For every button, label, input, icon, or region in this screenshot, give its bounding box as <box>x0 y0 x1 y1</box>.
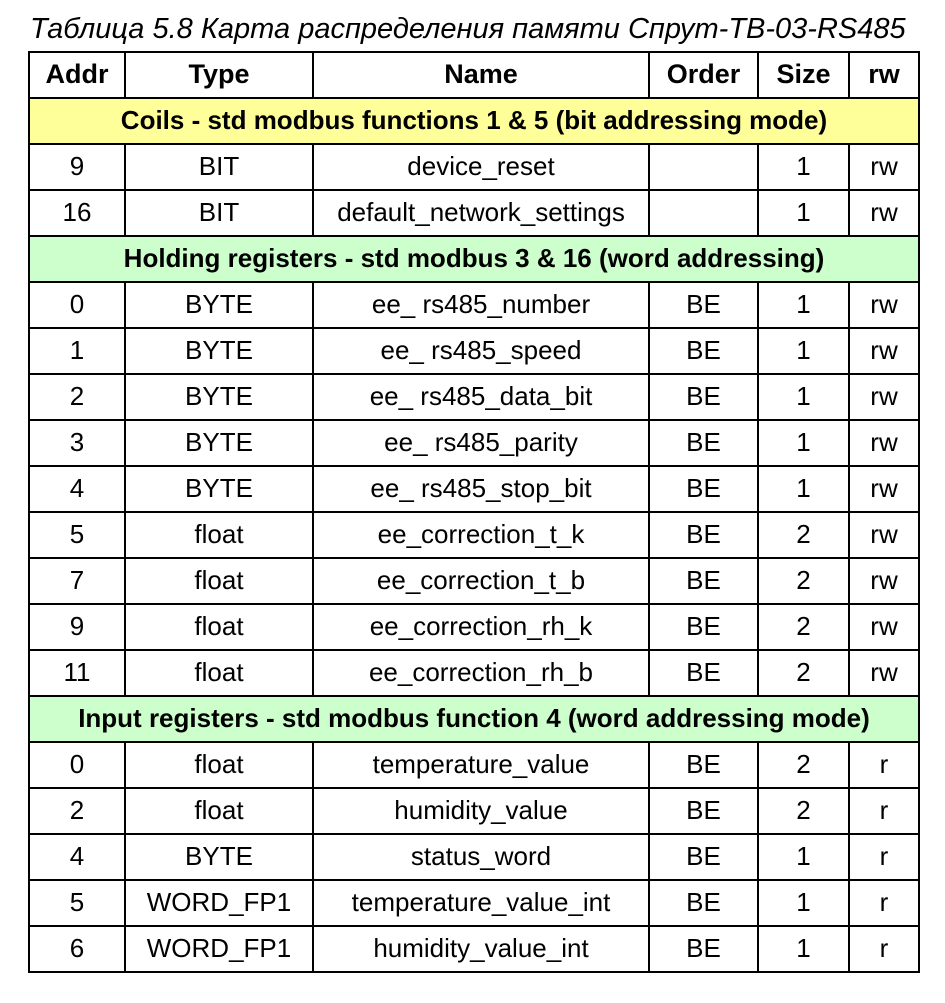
cell-type: BYTE <box>125 466 313 512</box>
cell-addr: 2 <box>29 788 125 834</box>
table-row <box>29 604 919 650</box>
table-row <box>29 420 919 466</box>
cell-type: BYTE <box>125 374 313 420</box>
cell-rw: rw <box>849 466 919 512</box>
section-row <box>29 696 919 742</box>
cell-size: 1 <box>758 834 849 880</box>
cell-rw: rw <box>849 558 919 604</box>
cell-name: humidity_value <box>313 788 649 834</box>
cell-name: ee_correction_t_b <box>313 558 649 604</box>
cell-type: float <box>125 650 313 696</box>
cell-type: float <box>125 558 313 604</box>
table-row <box>29 650 919 696</box>
cell-addr: 9 <box>29 144 125 190</box>
cell-rw: rw <box>849 604 919 650</box>
cell-name: ee_ rs485_parity <box>313 420 649 466</box>
table-row <box>29 558 919 604</box>
cell-rw: rw <box>849 328 919 374</box>
cell-order: BE <box>649 742 758 788</box>
cell-rw: rw <box>849 144 919 190</box>
cell-type: BYTE <box>125 282 313 328</box>
cell-size: 2 <box>758 788 849 834</box>
cell-addr: 5 <box>29 880 125 926</box>
cell-rw: rw <box>849 190 919 236</box>
column-header-type: Type <box>125 52 313 98</box>
cell-type: float <box>125 604 313 650</box>
cell-size: 1 <box>758 926 849 972</box>
column-header-name: Name <box>313 52 649 98</box>
cell-rw: r <box>849 788 919 834</box>
cell-rw: rw <box>849 374 919 420</box>
cell-name: ee_correction_rh_b <box>313 650 649 696</box>
cell-size: 1 <box>758 144 849 190</box>
cell-addr: 7 <box>29 558 125 604</box>
cell-rw: rw <box>849 420 919 466</box>
cell-size: 2 <box>758 650 849 696</box>
cell-addr: 5 <box>29 512 125 558</box>
section-header: Input registers - std modbus function 4 (word addressing mode) <box>29 696 919 742</box>
table-row <box>29 144 919 190</box>
cell-rw: r <box>849 880 919 926</box>
cell-addr: 11 <box>29 650 125 696</box>
table-row <box>29 466 919 512</box>
table-row <box>29 880 919 926</box>
cell-addr: 3 <box>29 420 125 466</box>
cell-rw: rw <box>849 282 919 328</box>
table-row <box>29 374 919 420</box>
column-header-size: Size <box>758 52 849 98</box>
table-row <box>29 328 919 374</box>
cell-type: WORD_FP1 <box>125 926 313 972</box>
cell-addr: 1 <box>29 328 125 374</box>
column-header-rw: rw <box>849 52 919 98</box>
cell-order: BE <box>649 834 758 880</box>
cell-order: BE <box>649 926 758 972</box>
cell-order: BE <box>649 604 758 650</box>
column-header-addr: Addr <box>29 52 125 98</box>
cell-name: ee_ rs485_number <box>313 282 649 328</box>
cell-name: ee_ rs485_speed <box>313 328 649 374</box>
cell-type: float <box>125 742 313 788</box>
section-header: Holding registers - std modbus 3 & 16 (word addressing) <box>29 236 919 282</box>
cell-rw: r <box>849 926 919 972</box>
cell-order: BE <box>649 328 758 374</box>
cell-name: temperature_value_int <box>313 880 649 926</box>
cell-size: 1 <box>758 420 849 466</box>
cell-name: ee_correction_rh_k <box>313 604 649 650</box>
cell-order: BE <box>649 650 758 696</box>
cell-size: 1 <box>758 880 849 926</box>
cell-size: 2 <box>758 558 849 604</box>
cell-order: BE <box>649 466 758 512</box>
table-row <box>29 190 919 236</box>
cell-size: 2 <box>758 512 849 558</box>
section-row <box>29 236 919 282</box>
cell-type: float <box>125 512 313 558</box>
cell-order: BE <box>649 788 758 834</box>
cell-size: 1 <box>758 466 849 512</box>
cell-addr: 6 <box>29 926 125 972</box>
cell-size: 1 <box>758 190 849 236</box>
cell-size: 2 <box>758 742 849 788</box>
cell-type: float <box>125 788 313 834</box>
cell-order <box>649 144 758 190</box>
section-header: Coils - std modbus functions 1 & 5 (bit addressing mode) <box>29 98 919 144</box>
cell-order: BE <box>649 374 758 420</box>
cell-size: 1 <box>758 374 849 420</box>
cell-name: ee_ rs485_stop_bit <box>313 466 649 512</box>
section-row <box>29 98 919 144</box>
cell-size: 2 <box>758 604 849 650</box>
cell-order: BE <box>649 880 758 926</box>
cell-addr: 0 <box>29 742 125 788</box>
cell-addr: 16 <box>29 190 125 236</box>
cell-order: BE <box>649 282 758 328</box>
cell-type: BIT <box>125 190 313 236</box>
cell-addr: 0 <box>29 282 125 328</box>
cell-order: BE <box>649 558 758 604</box>
cell-name: default_network_settings <box>313 190 649 236</box>
cell-type: BYTE <box>125 834 313 880</box>
cell-name: ee_correction_t_k <box>313 512 649 558</box>
cell-name: status_word <box>313 834 649 880</box>
table-row <box>29 742 919 788</box>
memory-map-table <box>28 51 920 973</box>
cell-rw: rw <box>849 512 919 558</box>
cell-order: BE <box>649 420 758 466</box>
table-row <box>29 512 919 558</box>
cell-type: BYTE <box>125 328 313 374</box>
table-row <box>29 282 919 328</box>
cell-addr: 4 <box>29 834 125 880</box>
cell-size: 1 <box>758 282 849 328</box>
cell-type: BIT <box>125 144 313 190</box>
header-row <box>29 52 919 98</box>
table-row <box>29 788 919 834</box>
cell-type: BYTE <box>125 420 313 466</box>
cell-addr: 4 <box>29 466 125 512</box>
table-row <box>29 926 919 972</box>
cell-name: device_reset <box>313 144 649 190</box>
cell-rw: r <box>849 742 919 788</box>
cell-name: ee_ rs485_data_bit <box>313 374 649 420</box>
cell-rw: rw <box>849 650 919 696</box>
cell-rw: r <box>849 834 919 880</box>
cell-name: temperature_value <box>313 742 649 788</box>
table-caption: Таблица 5.8 Карта распределения памяти Спрут-ТВ-03-RS485 <box>30 13 906 45</box>
cell-order <box>649 190 758 236</box>
table-body <box>29 98 919 972</box>
cell-name: humidity_value_int <box>313 926 649 972</box>
table-row <box>29 834 919 880</box>
cell-order: BE <box>649 512 758 558</box>
cell-addr: 9 <box>29 604 125 650</box>
column-header-order: Order <box>649 52 758 98</box>
cell-addr: 2 <box>29 374 125 420</box>
cell-type: WORD_FP1 <box>125 880 313 926</box>
cell-size: 1 <box>758 328 849 374</box>
